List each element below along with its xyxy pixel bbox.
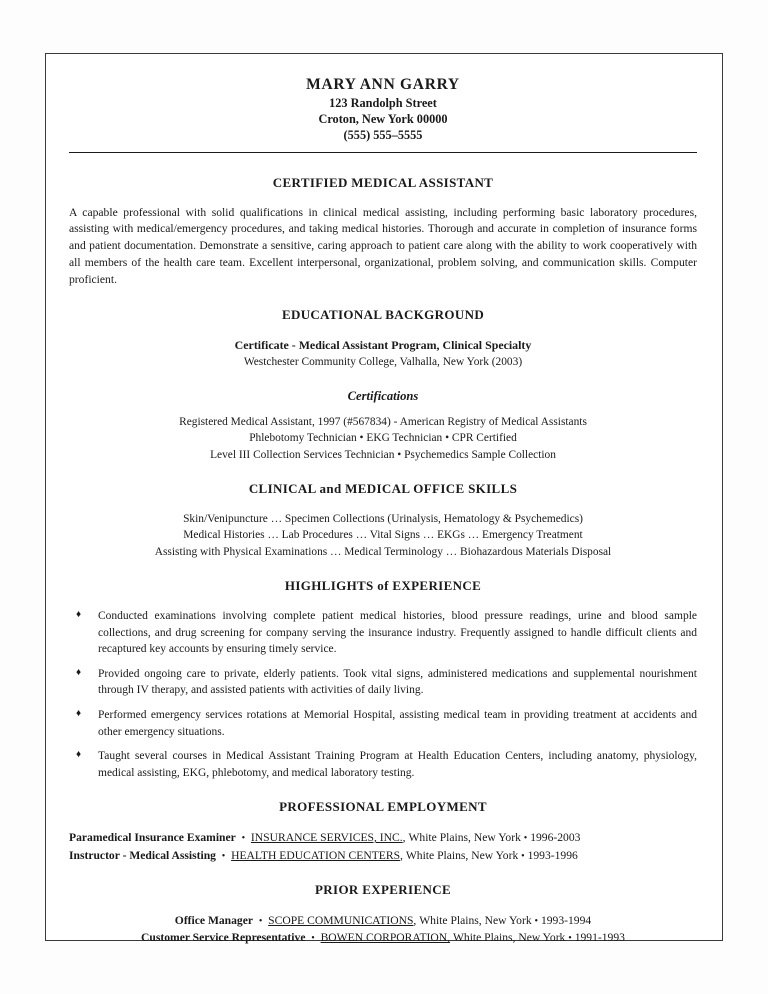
employment-entry: Paramedical Insurance Examiner • INSURANCE SERVICES, INC., White Plains, New York • 1996-2003: [69, 831, 581, 845]
job-dates: 1993-1996: [527, 848, 578, 862]
job-location: White Plains, New York: [405, 848, 519, 862]
company-name: HEALTH EDUCATION CENTERS: [231, 848, 401, 862]
list-item-text: Taught several courses in Medical Assistant Training Program at Health Education Centers, including anatomy, physiology, medical assisting, EKG, phlebotomy, and medical laboratory testing.: [98, 750, 697, 779]
skills-line: Medical Histories … Lab Procedures … Vital Signs … EKGs … Emergency Treatment: [183, 529, 583, 542]
company-name: SCOPE COMMUNICATIONS: [268, 913, 414, 927]
education-heading: EDUCATIONAL BACKGROUND: [281, 307, 485, 323]
job-dates: 1996-2003: [530, 831, 581, 845]
job-title: Customer Service Representative: [141, 931, 306, 945]
professional-summary: A capable professional with solid qualifications in clinical medical assisting, including performing basic laboratory procedures, assisting with medical/emergency procedures, and taking medical histories. Thorough and accurate in completion of insurance forms and patient documentation. Demonstrate a sensitive, caring approach to patient care along with the ability to work cooperatively with all members of the health care team. Excellent interpersonal, organizational, problem solving, and communication skills. Computer proficient.: [69, 205, 697, 287]
resume-content: [69, 76, 697, 947]
list-item: [69, 608, 697, 658]
employment-entry: Instructor - Medical Assisting • HEALTH EDUCATION CENTERS, White Plains, New York • 1993-1996: [69, 848, 578, 862]
contact-street: 123 Randolph Street: [329, 95, 437, 110]
candidate-name: MARY ANN GARRY: [306, 76, 460, 93]
list-item-text: Provided ongoing care to private, elderly patients. Took vital signs, administered medications and supplemental nourishment through IV therapy, and assisted patients with activities of daily living.: [98, 667, 697, 697]
certification-line: Level III Collection Services Technician • Psychemedics Sample Collection: [210, 448, 556, 461]
highlights-list: [69, 608, 697, 781]
contact-city-state-zip: Croton, New York 00000: [318, 112, 448, 127]
company-name: BOWEN CORPORATION,: [320, 931, 451, 945]
separator-dot: •: [523, 833, 528, 845]
skills-heading: CLINICAL and MEDICAL OFFICE SKILLS: [248, 481, 518, 496]
objective-heading: CERTIFIED MEDICAL ASSISTANT: [272, 174, 494, 190]
job-dates: 1993-1994: [540, 913, 592, 927]
job-title: Paramedical Insurance Examiner: [69, 831, 236, 845]
job-dates: 1991-1993: [574, 931, 625, 945]
list-item-text: Performed emergency services rotations at Memorial Hospital, assisting medical team in providing treatment at accidents and other emergency situations.: [98, 709, 697, 738]
separator-dot: •: [241, 833, 246, 845]
prior-experience-entry: Office Manager • SCOPE COMMUNICATIONS, White Plains, New York • 1993-1994: [174, 913, 592, 927]
education-institution: Westchester Community College, Valhalla, New York (2003): [243, 356, 523, 369]
diamond-bullet-icon: ♦: [76, 708, 82, 719]
contact-phone: (555) 555–5555: [343, 128, 423, 143]
separator-dot: •: [258, 915, 263, 927]
professional-employment-heading: PROFESSIONAL EMPLOYMENT: [279, 799, 487, 815]
resume-page: [45, 53, 723, 945]
highlights-heading: HIGHLIGHTS of EXPERIENCE: [284, 578, 482, 594]
diamond-bullet-icon: ♦: [76, 609, 82, 621]
education-credential: Certificate - Medical Assistant Program, Clinical Specialty: [234, 338, 532, 353]
job-title: Office Manager: [174, 913, 254, 927]
separator-dot: •: [568, 933, 572, 945]
separator-dot: •: [534, 915, 539, 927]
certifications-heading: Certifications: [347, 388, 419, 403]
prior-experience-entry: [69, 929, 697, 946]
separator-dot: •: [221, 850, 226, 862]
list-item-text: Conducted examinations involving complete patient medical histories, blood pressure readings, urine and blood sample collections, and drug screening for company serving the insurance industry. Frequently assigned to handle difficult clients and recaptured key accounts by ensuring timely service.: [98, 610, 697, 656]
job-location: White Plains, New York: [452, 931, 566, 945]
prior-experience-heading: PRIOR EXPERIENCE: [315, 881, 451, 897]
diamond-bullet-icon: ♦: [76, 666, 82, 678]
list-item: [69, 666, 697, 699]
certification-line: Phlebotomy Technician • EKG Technician • CPR Certified: [249, 432, 517, 445]
skills-line: Skin/Venipuncture … Specimen Collections (Urinalysis, Hematology & Psychemedics): [183, 513, 583, 525]
diamond-bullet-icon: ♦: [76, 749, 82, 761]
separator-dot: •: [521, 850, 525, 862]
skills-line: Assisting with Physical Examinations … Medical Terminology … Biohazardous Materials Disposal: [154, 545, 612, 558]
job-title: Instructor - Medical Assisting: [69, 848, 216, 862]
company-name: INSURANCE SERVICES, INC.: [250, 831, 403, 845]
job-location: White Plains, New York: [408, 831, 521, 845]
list-item: [69, 748, 697, 781]
job-location: White Plains, New York: [419, 913, 532, 927]
certification-line: Registered Medical Assistant, 1997 (#567834) - American Registry of Medical Assistants: [179, 415, 587, 428]
list-item: [69, 707, 697, 740]
separator-dot: •: [311, 933, 315, 945]
resume-header: [69, 76, 697, 144]
